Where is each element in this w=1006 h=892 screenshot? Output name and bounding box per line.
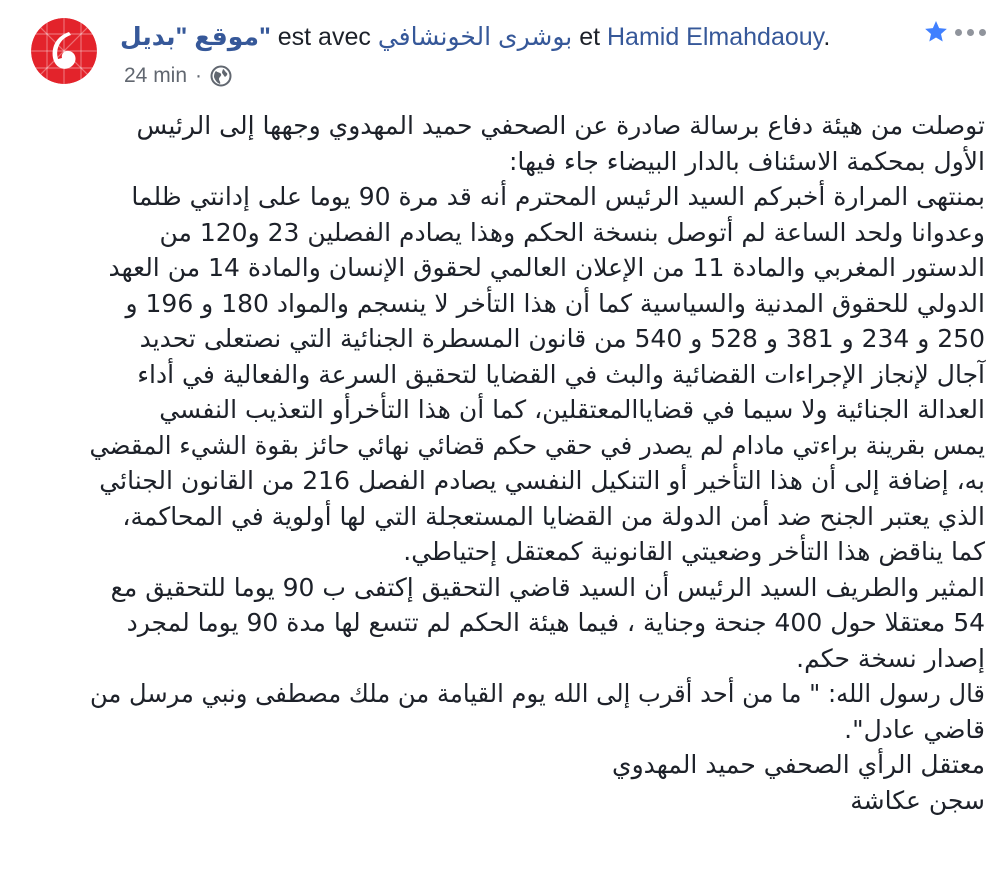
dot [967, 29, 974, 36]
with-text: est avec [277, 23, 371, 51]
globe-icon[interactable] [210, 65, 232, 87]
and-text: et [579, 23, 601, 51]
dot [955, 29, 962, 36]
tagged-user-2-link[interactable]: Hamid Elmahdaouy [607, 23, 824, 51]
post-header [0, 0, 1006, 100]
post-line: 54 معتقلا حول 400 جنحة وجناية ، فيما هيئة الحكم لم تتسع لها مدة 90 يوما لمجرد [126, 608, 985, 637]
post-line: الذي يعتبر الجنح ضد أمن الدولة من القضايا المستعجلة التي لها أولوية في المحاكمة، [122, 501, 985, 531]
post-line: الأول بمحكمة الاسئناف بالدار البيضاء جاء فيها: [508, 146, 985, 176]
post-line: المثير والطريف السيد الرئيس أن السيد قاضي التحقيق إكتفى ب 90 يوما للتحقيق مع [110, 572, 985, 602]
post-line: معتقل الرأي الصحفي حميد المهدوي [612, 750, 985, 779]
post-line: الدستور المغربي والمادة 11 من الإعلان العالمي لحقوق الإنسان والمادة 14 من العهد [108, 253, 985, 282]
post-line: 250 و 234 و 381 و 528 و 540 من قانون المسطرة الجنائية التي نصتعلى تحديد [139, 324, 985, 353]
dot [979, 29, 986, 36]
meta-separator: · [195, 64, 203, 87]
post-line: وعدوانا ولحد الساعة لم أتوصل بنسخة الحكم وهذا يصادم الفصلين 23 و120 من [159, 217, 985, 247]
post-line: بمنتهى المرارة أخبركم السيد الرئيس المحترم أنه قد مرة 90 يوما على إدانتي ظلما [131, 182, 985, 211]
post-meta [124, 62, 232, 90]
period-text: . [823, 23, 831, 51]
tagged-user-1-link[interactable]: بوشرى الخونشافي [377, 23, 573, 51]
post-line: يمس بقرينة براءتي مادام لم يصدر في حقي حكم قضائي نهائي حائز بقوة الشيء المقضي [89, 430, 985, 460]
post-line: الدولي للحقوق المدنية والسياسية كما أن هذا التأخر لا ينسجم والمواد 180 و 196 و [125, 288, 985, 318]
post-line: كما يناقض هذا التأخر وضعيتي القانونية كمعتقل إحتياطي. [403, 537, 985, 566]
post-line: إصدار نسخة حكم. [796, 643, 985, 673]
post-timestamp[interactable]: 24 min [124, 64, 188, 87]
post-line: آجال لإنجاز الإجراءات القضائية والبث في القضايا لتحقيق السرعة والفعالية في أداء [137, 359, 985, 389]
post-line: قال رسول الله: " ما من أحد أقرب إلى الله يوم القيامة من ملك مصطفى ونبي مرسل من [89, 679, 986, 708]
post-line: العدالة الجنائية ولا سيما في قضاياالمعتقلين، كما أن هذا التأخرأو التعذيب النفسي [159, 395, 985, 424]
post-author-line [120, 20, 900, 54]
page-avatar[interactable] [31, 18, 97, 84]
post-line: قاضي عادل". [844, 714, 985, 744]
more-options-icon[interactable] [955, 22, 991, 42]
post-body [90, 108, 985, 818]
star-icon[interactable] [923, 19, 949, 45]
post-line: سجن عكاشة [850, 785, 985, 815]
page-name-link[interactable]: موقع "بديل" [120, 23, 271, 51]
brand-logo-icon [31, 18, 97, 84]
post-line: به، إضافة إلى أن هذا التأخير أو التنكيل النفسي يصادم الفصل 216 من القانون الجنائي [99, 466, 985, 495]
post-line: توصلت من هيئة دفاع برسالة صادرة عن الصحفي حميد المهدوي وجهها إلى الرئيس [136, 111, 985, 140]
